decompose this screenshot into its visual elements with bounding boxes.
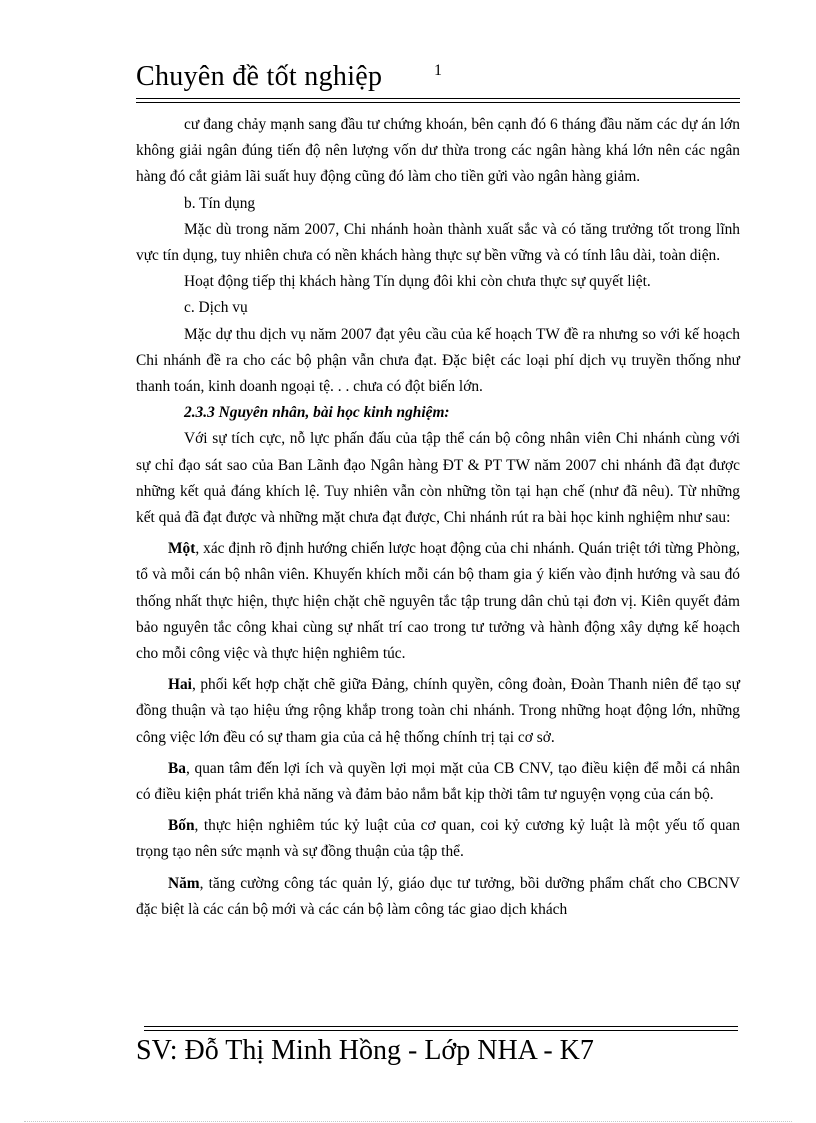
document-body — [136, 112, 740, 923]
subheading-services: c. Dịch vụ — [184, 299, 248, 317]
paragraph-causes: Với sự tích cực, nỗ lực phấn đấu của tập thể cán bộ công nhân viên Chi nhánh cùng với sự chỉ đạo sát sao của Ban Lãnh đạo Ngân hàng ĐT & PT TW năm 2007 chi nhánh đã đạt được những kết quả đáng khích lệ. Tuy nhiên vẫn còn những tồn tại hạn chế (như đã nêu). Từ những kết quả đã đạt được và những mặt chưa đạt được, Chi nhánh rút ra bài học kinh nghiệm như sau: — [136, 430, 740, 527]
lesson-lead-word: Hai — [168, 676, 192, 694]
lesson-item — [136, 672, 740, 751]
lesson-lead-word: Năm — [168, 874, 200, 892]
footer-rule-bottom — [144, 1030, 738, 1031]
page-number: 1 — [434, 62, 442, 79]
lesson-item — [136, 813, 740, 865]
footer-rule-top — [144, 1026, 738, 1027]
paragraph-deposits: cư đang chảy mạnh sang đầu tư chứng khoán, bên cạnh đó 6 tháng đầu năm các dự án lớn không giải ngân đúng tiến độ nên lượng vốn dư thừa trong các ngân hàng khá lớn nên các ngân hàng đó cắt giảm lãi suất huy động cũng đó làm cho tiền gửi vào ngân hàng giảm. — [136, 116, 740, 186]
lesson-item — [136, 536, 740, 667]
header-rule-bottom — [136, 102, 740, 103]
lesson-lead-word: Bốn — [168, 817, 195, 835]
lesson-item — [136, 756, 740, 808]
lesson-text: , phối kết hợp chặt chẽ giữa Đảng, chính quyền, công đoàn, Đoàn Thanh niên để tạo sự đồng thuận và tạo hiệu ứng rộng khắp trong toàn chi nhánh. Trong những hoạt động lớn, những công việc lớn đều có sự tham gia của cả hệ thống chính trị tại cơ sở. — [136, 676, 740, 746]
paragraph-credit: Mặc dù trong năm 2007, Chi nhánh hoàn thành xuất sắc và có tăng trưởng tốt trong lĩnh vực tín dụng, tuy nhiên chưa có nền khách hàng thực sự bền vững và có tính lâu dài, toàn diện. — [136, 220, 740, 265]
lesson-item — [136, 871, 740, 923]
page-bottom-divider — [24, 1121, 792, 1122]
lesson-text: , xác định rõ định hướng chiến lược hoạt động của chi nhánh. Quán triệt tới từng Phòng, tổ và mỗi cán bộ nhân viên. Khuyến khích mỗi cán bộ tham gia ý kiến vào định hướng và sau đó thống nhất thực hiện, thực hiện chặt chẽ nguyên tắc tập trung dân chủ tại đơn vị. Kiên quyết đảm bảo nguyên tắc công khai cùng sự nhất trí cao trong tư tưởng và hành động xây dựng kế hoạch cho mỗi công việc và thực hiện nghiêm túc. — [136, 540, 740, 663]
lesson-lead-word: Một — [168, 540, 196, 558]
lesson-text: , quan tâm đến lợi ích và quyền lợi mọi mặt của CB CNV, tạo điều kiện để mỗi cá nhân có điều kiện phát triển khả năng và đảm bảo nắm bắt kịp thời tâm tư nguyện vọng của cán bộ. — [136, 759, 740, 804]
header-rule-top — [136, 98, 740, 99]
document-footer-student: SV: Đỗ Thị Minh Hồng - Lớp NHA - K7 — [136, 1035, 594, 1066]
lesson-text: , tăng cường công tác quản lý, giáo dục tư tưởng, bồi dưỡng phẩm chất cho CBCNV đặc biệt là các cán bộ mới và các cán bộ làm công tác giao dịch khách — [136, 874, 740, 918]
document-header-title: Chuyên đề tốt nghiệp — [136, 61, 383, 92]
lesson-text: , thực hiện nghiêm túc kỷ luật của cơ quan, coi kỷ cương kỷ luật là một yếu tố quan trọng tạo nên sức mạnh và sự đồng thuận của tập thể. — [136, 817, 740, 861]
paragraph-credit-marketing: Hoạt động tiếp thị khách hàng Tín dụng đôi khi còn chưa thực sự quyết liệt. — [184, 273, 651, 291]
subheading-credit: b. Tín dụng — [184, 194, 256, 212]
lesson-lead-word: Ba — [168, 759, 186, 777]
section-heading: 2.3.3 Nguyên nhân, bài học kinh nghiệm: — [184, 404, 450, 422]
paragraph-services: Mặc dự thu dịch vụ năm 2007 đạt yêu cầu của kế hoạch TW đề ra nhưng so với kế hoạch Chi nhánh đề ra cho các bộ phận vẫn chưa đạt. Đặc biệt các loại phí dịch vụ truyền thống như thanh toán, kinh doanh ngoại tệ. . . chưa có đột biến lớn. — [136, 325, 740, 396]
